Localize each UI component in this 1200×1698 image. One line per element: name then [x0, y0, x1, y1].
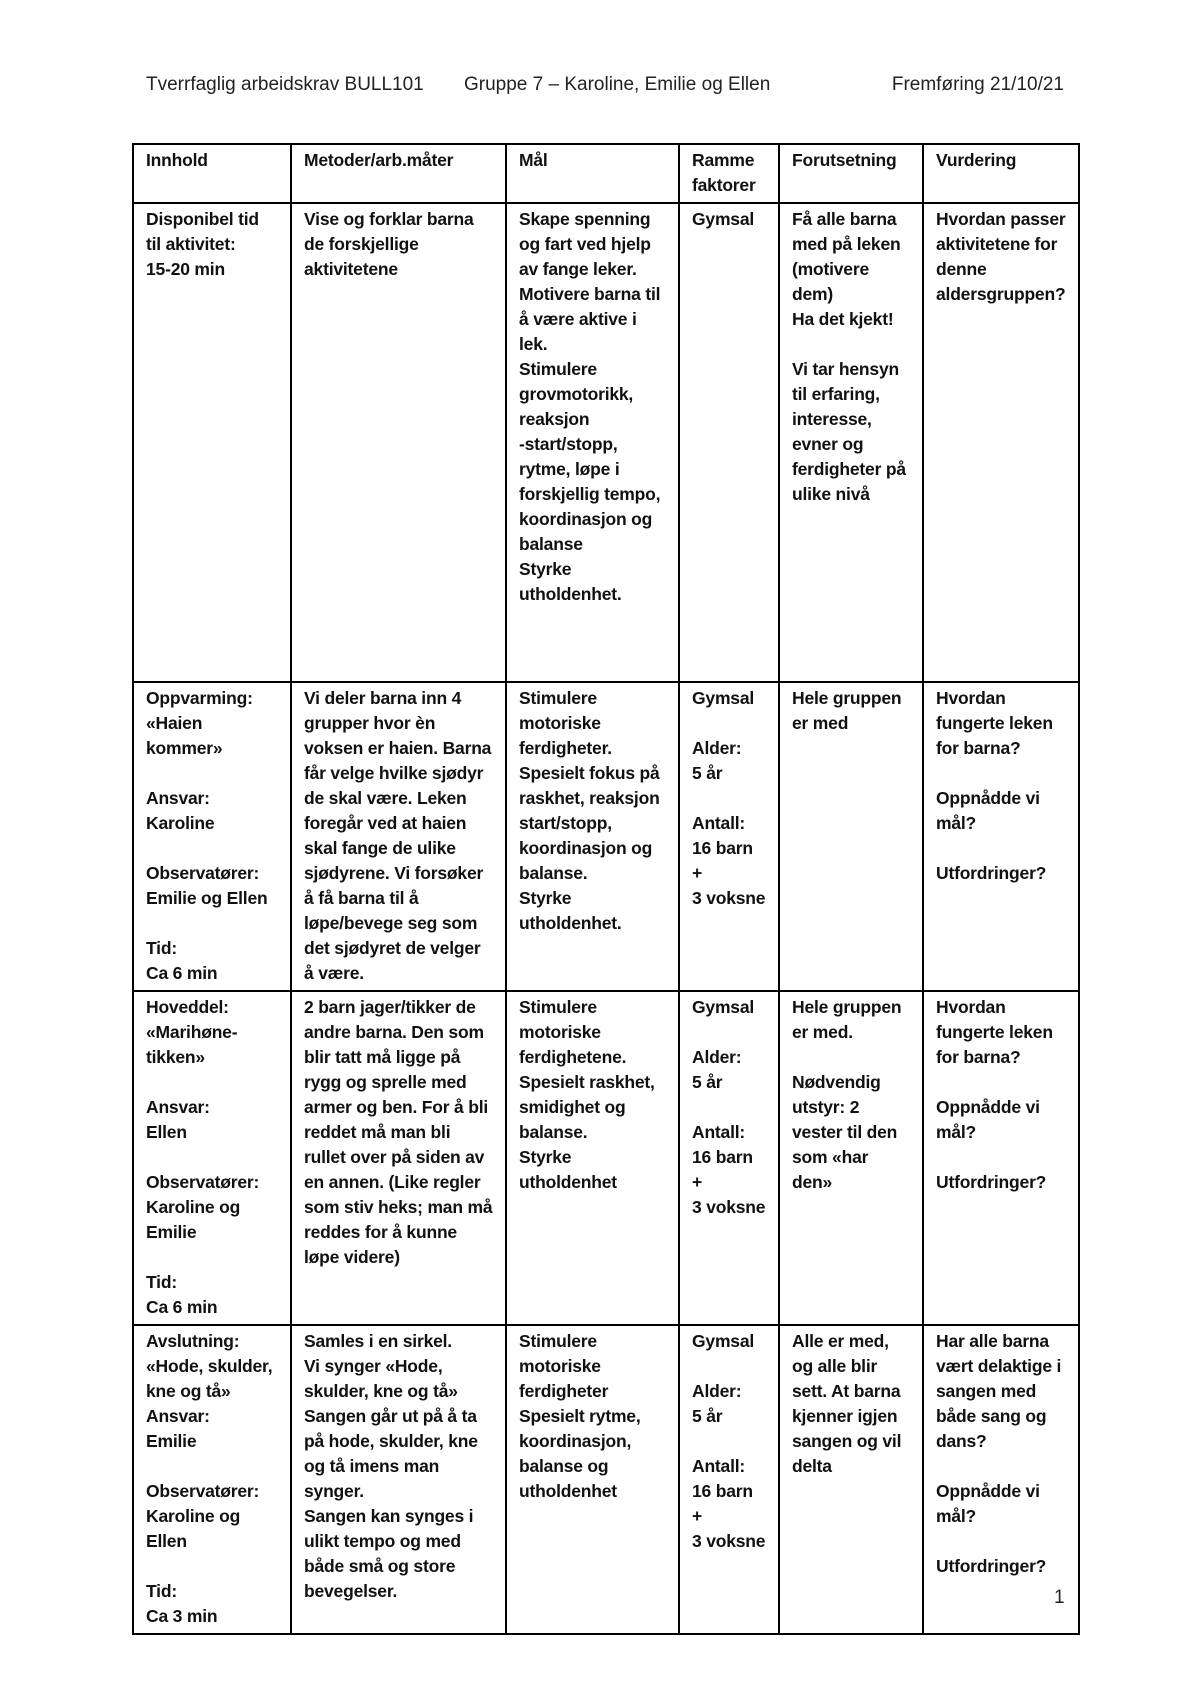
- table-cell: 2 barn jager/tikker de andre barna. Den som blir tatt må ligge på rygg og sprelle med armer og ben. For å bli reddet må man bli rullet over på siden av en annen. (Like regler som stiv heks; man må reddes for å kunne løpe videre): [291, 991, 506, 1325]
- table-row: [133, 203, 1079, 682]
- table-cell: Gymsal Alder: 5 år Antall: 16 barn + 3 voksne: [679, 1325, 779, 1634]
- column-header: Ramme faktorer: [679, 144, 779, 203]
- table-cell: Stimulere motoriske ferdighetene. Spesielt raskhet, smidighet og balanse. Styrke utholdenhet: [506, 991, 679, 1325]
- table-cell: Gymsal Alder: 5 år Antall: 16 barn + 3 voksne: [679, 991, 779, 1325]
- table-cell: Hele gruppen er med: [779, 682, 923, 991]
- table-row: [133, 991, 1079, 1325]
- table-cell: Hvordan fungerte leken for barna? Oppnådde vi mål? Utfordringer?: [923, 991, 1079, 1325]
- table-cell: Disponibel tid til aktivitet: 15-20 min: [133, 203, 291, 682]
- column-header: Innhold: [133, 144, 291, 203]
- table-cell: Stimulere motoriske ferdigheter Spesielt rytme, koordinasjon, balanse og utholdenhet: [506, 1325, 679, 1634]
- table-cell: Har alle barna vært delaktige i sangen med både sang og dans? Oppnådde vi mål? Utfordringer?: [923, 1325, 1079, 1634]
- page-number: 1: [1054, 1587, 1065, 1608]
- table-cell: Skape spenning og fart ved hjelp av fange leker. Motivere barna til å være aktive i lek. Stimulere grovmotorikk, reaksjon -start/stopp, rytme, løpe i forskjellig tempo, koordinasjon og balanse Styrke utholdenhet.: [506, 203, 679, 682]
- table-cell: Gymsal Alder: 5 år Antall: 16 barn + 3 voksne: [679, 682, 779, 991]
- table-cell: Oppvarming: «Haien kommer» Ansvar: Karoline Observatører: Emilie og Ellen Tid: Ca 6 min: [133, 682, 291, 991]
- table-cell: Hele gruppen er med. Nødvendig utstyr: 2 vester til den som «har den»: [779, 991, 923, 1325]
- table-cell: Hvordan fungerte leken for barna? Oppnådde vi mål? Utfordringer?: [923, 682, 1079, 991]
- table-cell: Hoveddel: «Marihøne- tikken» Ansvar: Ellen Observatører: Karoline og Emilie Tid: Ca 6 min: [133, 991, 291, 1325]
- header-date: Fremføring 21/10/21: [891, 74, 1064, 95]
- table-cell: Gymsal: [679, 203, 779, 682]
- header-group: Gruppe 7 – Karoline, Emilie og Ellen: [464, 74, 771, 95]
- header-course: Tverrfaglig arbeidskrav BULL101: [146, 74, 424, 95]
- table-cell: Vi deler barna inn 4 grupper hvor èn voksen er haien. Barna får velge hvilke sjødyr de skal være. Leken foregår ved at haien skal fange de ulike sjødyrene. Vi forsøker å få barna til å løpe/bevege seg som det sjødyret de velger å være.: [291, 682, 506, 991]
- table-cell: Samles i en sirkel. Vi synger «Hode, skulder, kne og tå» Sangen går ut på å ta på hode, skulder, kne og tå imens man synger. Sangen kan synges i ulikt tempo og med både små og store bevegelser.: [291, 1325, 506, 1634]
- column-header: Forutsetning: [779, 144, 923, 203]
- table-cell: Alle er med, og alle blir sett. At barna kjenner igjen sangen og vil delta: [779, 1325, 923, 1634]
- column-header: Mål: [506, 144, 679, 203]
- table-cell: Avslutning: «Hode, skulder, kne og tå» Ansvar: Emilie Observatører: Karoline og Ellen Tid: Ca 3 min: [133, 1325, 291, 1634]
- column-header: Vurdering: [923, 144, 1079, 203]
- column-header: Metoder/arb.måter: [291, 144, 506, 203]
- table-cell: Stimulere motoriske ferdigheter. Spesielt fokus på raskhet, reaksjon start/stopp, koordinasjon og balanse. Styrke utholdenhet.: [506, 682, 679, 991]
- table-cell: Vise og forklar barna de forskjellige aktivitetene: [291, 203, 506, 682]
- table-header-row: [133, 144, 1079, 203]
- table-row: [133, 1325, 1079, 1634]
- table-cell: Hvordan passer aktivitetene for denne aldersgruppen?: [923, 203, 1079, 682]
- table-row: [133, 682, 1079, 991]
- page-header: [146, 74, 1064, 104]
- table-cell: Få alle barna med på leken (motivere dem) Ha det kjekt! Vi tar hensyn til erfaring, interesse, evner og ferdigheter på ulike nivå: [779, 203, 923, 682]
- activity-plan-table: [132, 143, 1080, 1635]
